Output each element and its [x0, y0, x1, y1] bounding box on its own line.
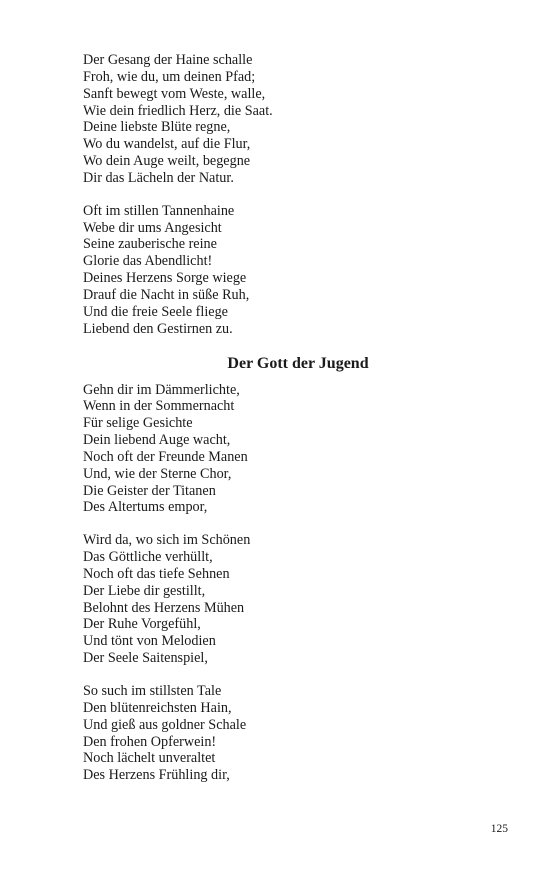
verse-line: Der Seele Saitenspiel, — [83, 650, 208, 667]
book-page — [83, 52, 503, 800]
verse-line: Webe dir ums Angesicht — [83, 219, 222, 236]
verse-line: Die Geister der Titanen — [83, 482, 216, 499]
verse-line: Sanft bewegt vom Weste, walle, — [83, 85, 266, 102]
stanza — [83, 683, 503, 784]
verse-line: Der Liebe dir gestillt, — [83, 582, 206, 599]
verse-line: Noch oft der Freunde Manen — [83, 448, 248, 465]
verse-line: Glorie das Abendlicht! — [83, 253, 213, 270]
verse-line: Des Herzens Frühling dir, — [83, 767, 230, 784]
poem-title: Der Gott der Jugend — [227, 354, 369, 372]
poem-continuation — [83, 52, 503, 338]
verse-line: Der Ruhe Vorgefühl, — [83, 616, 201, 633]
poem-body — [83, 382, 503, 785]
verse-line: Dir das Lächeln der Natur. — [83, 169, 234, 186]
verse-line: Wenn in der Sommernacht — [83, 398, 235, 415]
verse-line: Wie dein friedlich Herz, die Saat. — [83, 102, 273, 119]
verse-line: Und gieß aus goldner Schale — [83, 716, 247, 733]
verse-line: Der Gesang der Haine schalle — [83, 52, 253, 68]
verse-line: Wo dein Auge weilt, begegne — [83, 153, 251, 170]
verse-line: Noch oft das tiefe Sehnen — [83, 565, 230, 582]
verse-line: Drauf die Nacht in süße Ruh, — [83, 286, 250, 303]
verse-line: Den frohen Opferwein! — [83, 733, 217, 750]
verse-line: Den blütenreichsten Hain, — [83, 699, 232, 716]
verse-line: Und die freie Seele fliege — [83, 303, 228, 320]
verse-line: Wo du wandelst, auf die Flur, — [83, 136, 251, 153]
verse-line: Dein liebend Auge wacht, — [83, 432, 231, 449]
verse-line: Oft im stillen Tannenhaine — [83, 202, 235, 219]
verse-line: Deine liebste Blüte regne, — [83, 119, 231, 136]
stanza — [83, 532, 503, 667]
verse-line: Und, wie der Sterne Chor, — [83, 465, 232, 482]
verse-line: Deines Herzens Sorge wiege — [83, 270, 247, 287]
verse-line: Noch lächelt unveraltet — [83, 750, 216, 767]
verse-line: Des Altertums empor, — [83, 499, 208, 516]
verse-line: Seine zauberische reine — [83, 236, 217, 253]
verse-line: Wird da, wo sich im Schönen — [83, 532, 251, 549]
verse-line: Gehn dir im Dämmerlichte, — [83, 381, 240, 398]
verse-line: Und tönt von Melodien — [83, 633, 216, 650]
stanza — [83, 203, 503, 338]
stanza — [83, 382, 503, 517]
verse-line: Das Göttliche verhüllt, — [83, 549, 213, 566]
verse-line: Für selige Gesichte — [83, 415, 193, 432]
verse-line: Belohnt des Herzens Mühen — [83, 599, 245, 616]
page-number: 125 — [490, 823, 508, 835]
verse-line: So such im stillsten Tale — [83, 683, 222, 699]
verse-line: Liebend den Gestirnen zu. — [83, 320, 233, 337]
stanza — [83, 52, 503, 187]
verse-line: Froh, wie du, um deinen Pfad; — [83, 68, 256, 85]
